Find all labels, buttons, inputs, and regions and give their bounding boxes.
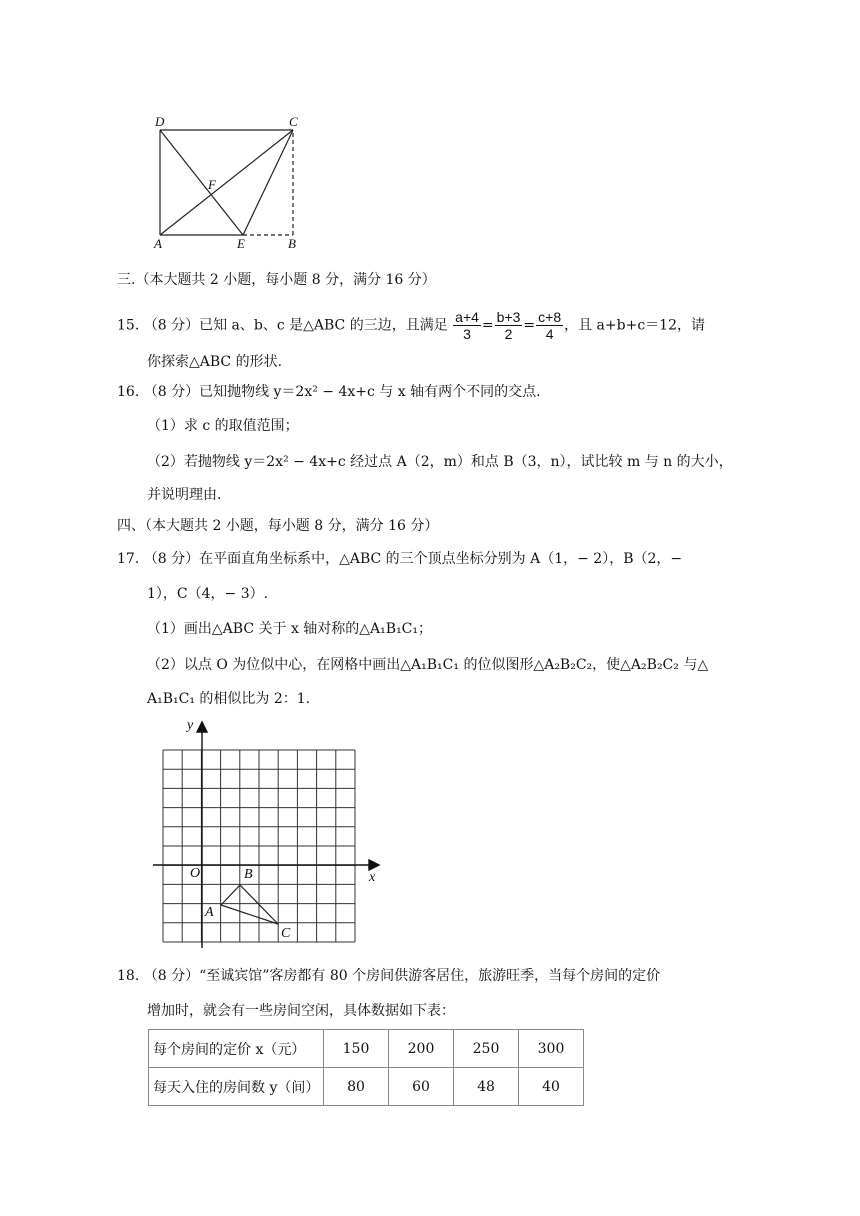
table-row-header: 每天入住的房间数 y（间） <box>149 1068 324 1106</box>
table-cell: 150 <box>324 1030 389 1068</box>
label-E: E <box>237 236 245 251</box>
price-occupancy-table <box>148 1029 584 1106</box>
q18-line2: 增加时，就会有一些房间空闲，具体数据如下表： <box>147 1003 455 1019</box>
q15-number: 15. <box>117 317 140 334</box>
segment-DE <box>160 130 243 235</box>
point-label-A: A <box>205 905 214 920</box>
x-axis-label: x <box>369 870 376 885</box>
q15-line1 <box>117 309 705 342</box>
segment-EC <box>243 130 293 235</box>
q16-part1: （1）求 c 的取值范围； <box>147 418 299 434</box>
fraction-b-numerator: b+3 <box>496 309 521 325</box>
coordinate-grid <box>145 718 390 953</box>
table-cell: 300 <box>519 1030 584 1068</box>
fraction-c-numerator: c+8 <box>538 309 562 325</box>
table-cell: 200 <box>389 1030 454 1068</box>
table-row-header: 每个房间的定价 x（元） <box>149 1030 324 1068</box>
segment-AC <box>160 130 293 235</box>
x-axis-arrow-icon <box>369 860 379 870</box>
q18-text: （8 分）“至诚宾馆”客房都有 80 个房间供游客居住，旅游旺季，当每个房间的定价 <box>143 968 661 984</box>
fraction-b-denominator: 2 <box>504 326 513 342</box>
table-row <box>149 1068 584 1106</box>
label-A: A <box>154 236 162 251</box>
q16-part2b: 并说明理由. <box>147 487 222 503</box>
q15-line2: 你探索△ABC 的形状. <box>147 354 283 370</box>
q15-intro: （8 分）已知 a、b、c 是△ABC 的三边，且满足 <box>143 317 448 334</box>
equals-sign: = <box>481 317 494 334</box>
section3-heading: 三.（本大题共 2 小题，每小题 8 分，满分 16 分） <box>117 272 436 288</box>
point-label-B: B <box>244 867 253 882</box>
equals-sign: = <box>523 317 536 334</box>
q15-tail: ，且 a+b+c＝12，请 <box>564 317 705 334</box>
origin-label: O <box>190 866 201 881</box>
table-cell: 250 <box>454 1030 519 1068</box>
q18-line1 <box>117 966 660 986</box>
q17-number: 17. <box>117 551 140 567</box>
q17-line1 <box>117 549 682 569</box>
segment-AB <box>221 885 240 905</box>
q17-part2b: A₁B₁C₁ 的相似比为 2：1. <box>147 691 311 707</box>
table-cell: 40 <box>519 1068 584 1106</box>
section4-heading: 四、（本大题共 2 小题，每小题 8 分，满分 16 分） <box>117 518 439 534</box>
y-axis-arrow-icon <box>197 722 207 732</box>
table-row <box>149 1030 584 1068</box>
table-cell: 48 <box>454 1068 519 1106</box>
label-C: C <box>289 114 298 129</box>
fraction-a-numerator: a+4 <box>455 309 479 325</box>
y-axis-label: y <box>187 718 194 733</box>
fraction-c <box>536 309 563 342</box>
table-cell: 60 <box>389 1068 454 1106</box>
q18-number: 18. <box>117 968 140 984</box>
label-B: B <box>288 236 296 251</box>
fraction-b <box>495 309 523 342</box>
q16-number: 16. <box>117 384 140 400</box>
q17-part1: （1）画出△ABC 关于 x 轴对称的△A₁B₁C₁； <box>147 621 433 637</box>
fraction-a <box>453 309 481 342</box>
label-F: F <box>208 177 216 192</box>
q17-line2: 1），C（4，− 3）. <box>147 586 269 602</box>
fraction-a-denominator: 3 <box>463 326 471 342</box>
label-D: D <box>155 114 165 129</box>
q17-part2: （2）以点 O 为位似中心，在网格中画出△A₁B₁C₁ 的位似图形△A₂B₂C₂，使△A₂B₂C₂ 与△ <box>147 657 709 673</box>
q16-line1 <box>117 382 541 402</box>
q17-text: （8 分）在平面直角坐标系中，△ABC 的三个顶点坐标分别为 A（1，− 2），B（2，− <box>143 551 683 567</box>
q16-part2: （2）若抛物线 y＝2x² − 4x+c 经过点 A（2，m）和点 B（3，n），试比较 m 与 n 的大小， <box>147 454 733 470</box>
point-label-C: C <box>281 926 291 941</box>
q16-text: （8 分）已知抛物线 y＝2x² − 4x+c 与 x 轴有两个不同的交点. <box>143 384 541 400</box>
fraction-c-denominator: 4 <box>545 326 554 342</box>
table-cell: 80 <box>324 1068 389 1106</box>
